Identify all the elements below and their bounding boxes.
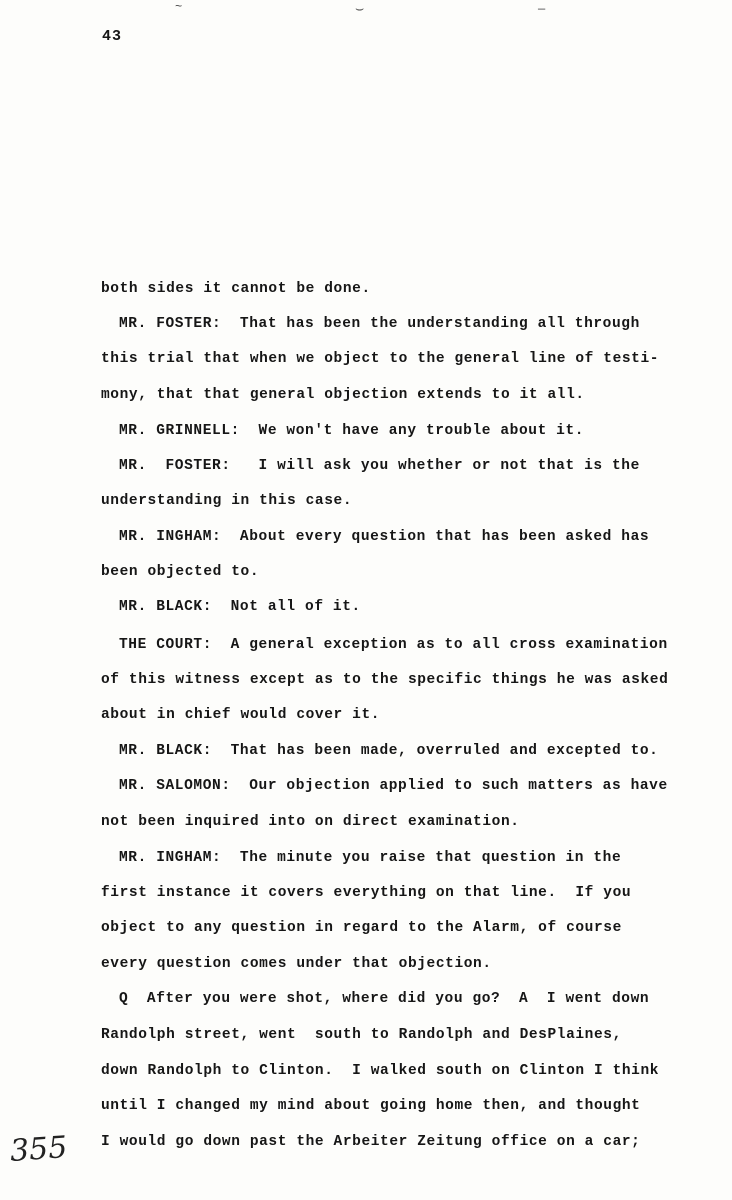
text-line: first instance it covers everything on that line. If you <box>101 885 632 901</box>
text-line: this trial that when we object to the general line of testi- <box>101 351 660 367</box>
text-line: not been inquired into on direct examination. <box>101 814 520 830</box>
text-line: about in chief would cover it. <box>101 707 381 723</box>
text-line: been objected to. <box>101 564 260 580</box>
text-line: I would go down past the Arbeiter Zeitung office on a car; <box>101 1134 641 1150</box>
text-line: understanding in this case. <box>101 493 353 509</box>
page-number: 43 <box>102 28 123 45</box>
text-line: until I changed my mind about going home then, and thought <box>101 1098 641 1114</box>
text-line: MR. FOSTER: That has been the understanding all through <box>119 316 640 332</box>
text-line: Randolph street, went south to Randolph and DesPlaines, <box>101 1027 622 1043</box>
handwritten-folio-number: 355 <box>8 1130 69 1169</box>
text-line: MR. BLACK: That has been made, overruled and excepted to. <box>119 743 659 759</box>
text-line: both sides it cannot be done. <box>101 281 371 297</box>
text-line: MR. INGHAM: The minute you raise that question in the <box>119 850 622 866</box>
text-line: MR. GRINNELL: We won't have any trouble about it. <box>119 423 585 439</box>
text-line: MR. FOSTER: I will ask you whether or not that is the <box>119 458 640 474</box>
text-line: MR. BLACK: Not all of it. <box>119 599 361 615</box>
text-line: every question comes under that objection. <box>101 956 492 972</box>
text-line: THE COURT: A general exception as to all cross examination <box>119 637 668 653</box>
document-page: ~ ⌣ — 43 both sides it cannot be done. MR. FOSTER: That has been the understanding all through this trial that when we object to the general line of testi- mony, that that general objection extends to it all. MR. GRINNELL: We won't have any trouble about it. MR. FOSTER: I will ask you whether or not that is the understanding in this case. MR. INGHAM: About every question that has been asked has been objected to. MR. BLACK: Not all of it. THE COURT: A general exception as to all cross examination of this witness except as to the specific things he was asked about in chief would cover it. MR. BLACK: That has been made, overruled and excepted to. MR. SALOMON: Our objection applied to such matters as have not been inquired into on direct examination. MR. INGHAM: The minute you raise that question in the first instance it covers everything on that line. If you object to any question in regard to the Alarm, of course every question comes under that objection. Q After you were shot, where did you go? A I went down Randolph street, went south to Randolph and DesPlaines, down Randolph to Clinton. I walked south on Clinton I think until I changed my mind about going home then, and thought I would go down past the Arbeiter Zeitung office on a car; 355 <box>0 0 732 1200</box>
text-line: MR. INGHAM: About every question that has been asked has <box>119 529 650 545</box>
text-line: Q After you were shot, where did you go? A I went down <box>119 991 650 1007</box>
text-line: MR. SALOMON: Our objection applied to such matters as have <box>119 778 668 794</box>
text-line: mony, that that general objection extends to it all. <box>101 387 585 403</box>
text-line: of this witness except as to the specific things he was asked <box>101 672 669 688</box>
text-line: object to any question in regard to the Alarm, of course <box>101 920 622 936</box>
text-line: down Randolph to Clinton. I walked south on Clinton I think <box>101 1063 660 1079</box>
